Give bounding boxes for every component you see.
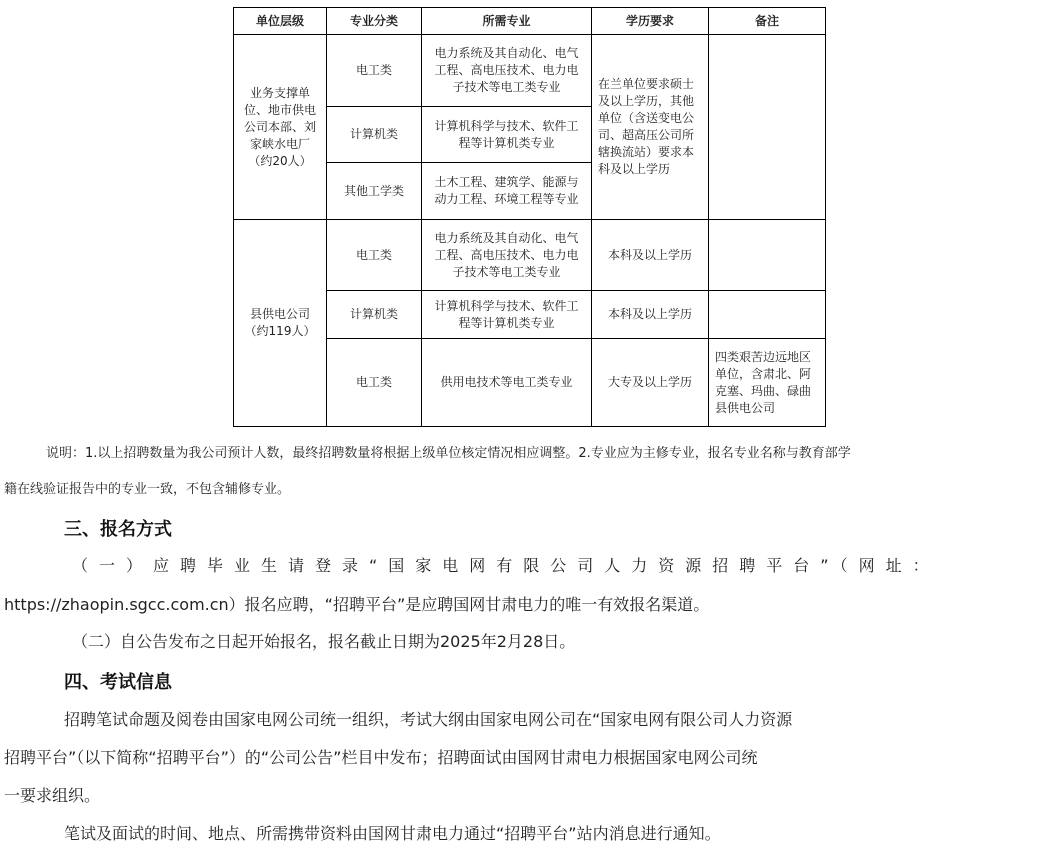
category-cell: 电工类 xyxy=(327,339,422,427)
remarks-cell xyxy=(709,220,826,291)
header-unit-level: 单位层级 xyxy=(234,8,327,35)
header-remarks: 备注 xyxy=(709,8,826,35)
major-cell: 电力系统及其自动化、电气工程、高电压技术、电力电子技术等电工类专业 xyxy=(422,35,592,107)
recruitment-table xyxy=(233,7,826,427)
unit-level-cell: 县供电公司（约119人） xyxy=(234,220,327,427)
paragraph-line: 招聘笔试命题及阅卷由国家电网公司统一组织，考试大纲由国家电网公司在“国家电网有限公司人力资源 xyxy=(64,710,793,729)
footnote-line: 说明：1.以上招聘数量为我公司预计人数，最终招聘数量将根据上级单位核定情况相应调整。2.专业应为主修专业，报名专业名称与教育部学 xyxy=(46,446,851,461)
paragraph-line: 招聘平台”（以下简称“招聘平台”）的“公司公告”栏目中发布；招聘面试由国网甘肃电力根据国家电网公司统 xyxy=(4,748,758,767)
paragraph-line: 笔试及面试的时间、地点、所需携带资料由国网甘肃电力通过“招聘平台”站内消息进行通知。 xyxy=(64,824,721,843)
paragraph-line: https://zhaopin.sgcc.com.cn）报名应聘，“招聘平台”是应聘国网甘肃电力的唯一有效报名渠道。 xyxy=(4,595,710,614)
category-cell: 电工类 xyxy=(327,220,422,291)
category-cell: 其他工学类 xyxy=(327,163,422,220)
remarks-cell xyxy=(709,35,826,220)
education-cell: 本科及以上学历 xyxy=(592,291,709,339)
category-cell: 计算机类 xyxy=(327,291,422,339)
major-cell: 土木工程、建筑学、能源与动力工程、环境工程等专业 xyxy=(422,163,592,220)
category-cell: 计算机类 xyxy=(327,107,422,163)
major-cell: 电力系统及其自动化、电气工程、高电压技术、电力电子技术等电工类专业 xyxy=(422,220,592,291)
major-cell: 供用电技术等电工类专业 xyxy=(422,339,592,427)
footnote-line: 籍在线验证报告中的专业一致，不包含辅修专业。 xyxy=(4,482,291,497)
paragraph-line: 一要求组织。 xyxy=(4,786,101,805)
section-heading-exam-info: 四、考试信息 xyxy=(64,672,172,693)
remarks-cell xyxy=(709,291,826,339)
category-cell: 电工类 xyxy=(327,35,422,107)
major-cell: 计算机科学与技术、软件工程等计算机类专业 xyxy=(422,291,592,339)
header-major: 所需专业 xyxy=(422,8,592,35)
paragraph-line: （一）应聘毕业生请登录“国家电网有限公司人力资源招聘平台”（网址： xyxy=(72,556,940,575)
section-heading-registration: 三、报名方式 xyxy=(64,519,172,540)
table-header-row xyxy=(234,8,826,35)
major-cell: 计算机科学与技术、软件工程等计算机类专业 xyxy=(422,107,592,163)
table-footnote xyxy=(4,436,1056,508)
education-cell: 大专及以上学历 xyxy=(592,339,709,427)
table-row xyxy=(234,35,826,107)
paragraph-line: （二）自公告发布之日起开始报名，报名截止日期为2025年2月28日。 xyxy=(72,632,576,651)
table-row xyxy=(234,220,826,291)
education-cell: 在兰单位要求硕士及以上学历，其他单位（含送变电公司、超高压公司所辖换流站）要求本科及以上学历 xyxy=(592,35,709,220)
remarks-cell: 四类艰苦边远地区单位，含肃北、阿克塞、玛曲、碌曲县供电公司 xyxy=(709,339,826,427)
header-education: 学历要求 xyxy=(592,8,709,35)
unit-level-cell: 业务支撑单位、地市供电公司本部、刘家峡水电厂（约20人） xyxy=(234,35,327,220)
header-category: 专业分类 xyxy=(327,8,422,35)
education-cell: 本科及以上学历 xyxy=(592,220,709,291)
